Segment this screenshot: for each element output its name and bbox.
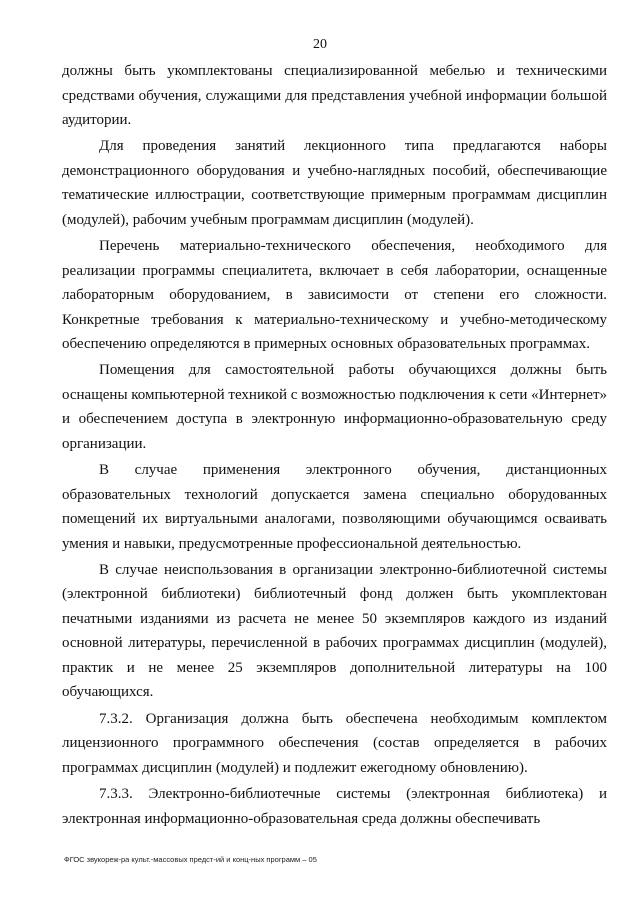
page-number: 20 (313, 37, 327, 52)
page-footer: ФГОС звукореж-ра культ.-массовых предст-ий и конц-ных программ – 05 (64, 855, 317, 864)
paragraph-section-7-3-2: 7.3.2. Организация должна быть обеспечена необходимым комплектом лицензионного программного обеспечения (состав определяется в рабочих программах дисциплин (модулей) и подлежит ежегодному обновлению). (62, 710, 607, 776)
paragraph-e-learning: В случае применения электронного обучения, дистанционных образовательных технологий допускается замена специально оборудованных помещений их виртуальными аналогами, позволяющими обучающимся осваивать умения и навыки, предусмотренные профессиональной деятельностью. (62, 462, 607, 552)
document-body (62, 59, 607, 833)
paragraph-material-support: Перечень материально-технического обеспечения, необходимого для реализации программы специалитета, включает в себя лаборатории, оснащенные лабораторным оборудованием, в зависимости от степени его сложности. Конкретные требования к материально-техническому и учебно-методическому обеспечению определяются в примерных основных образовательных программах. (62, 238, 607, 353)
paragraph-lecture-equipment: Для проведения занятий лекционного типа предлагаются наборы демонстрационного оборудования и учебно-наглядных пособий, обеспечивающие тематические иллюстрации, соответствующие примерным программам дисциплин (модулей), рабочим учебным программам дисциплин (модулей). (62, 138, 607, 228)
paragraph-library-fund: В случае неиспользования в организации электронно-библиотечной системы (электронной библиотеки) библиотечный фонд должен быть укомплектован печатными изданиями из расчета не менее 50 экземпляров каждого из изданий основной литературы, перечисленной в рабочих программах дисциплин (модулей), практик и не менее 25 экземпляров дополнительной литературы на 100 обучающихся. (62, 561, 607, 701)
paragraph-section-7-3-3: 7.3.3. Электронно-библиотечные системы (электронная библиотека) и электронная информационно-образовательная среда должны обеспечивать (62, 786, 607, 827)
paragraph-self-study-rooms: Помещения для самостоятельной работы обучающихся должны быть оснащены компьютерной техникой с возможностью подключения к сети «Интернет» и обеспечением доступа в электронную информационно-образовательную среду организации. (62, 362, 607, 452)
paragraph-continuation: должны быть укомплектованы специализированной мебелью и техническими средствами обучения, служащими для представления учебной информации большой аудитории. (62, 63, 607, 128)
